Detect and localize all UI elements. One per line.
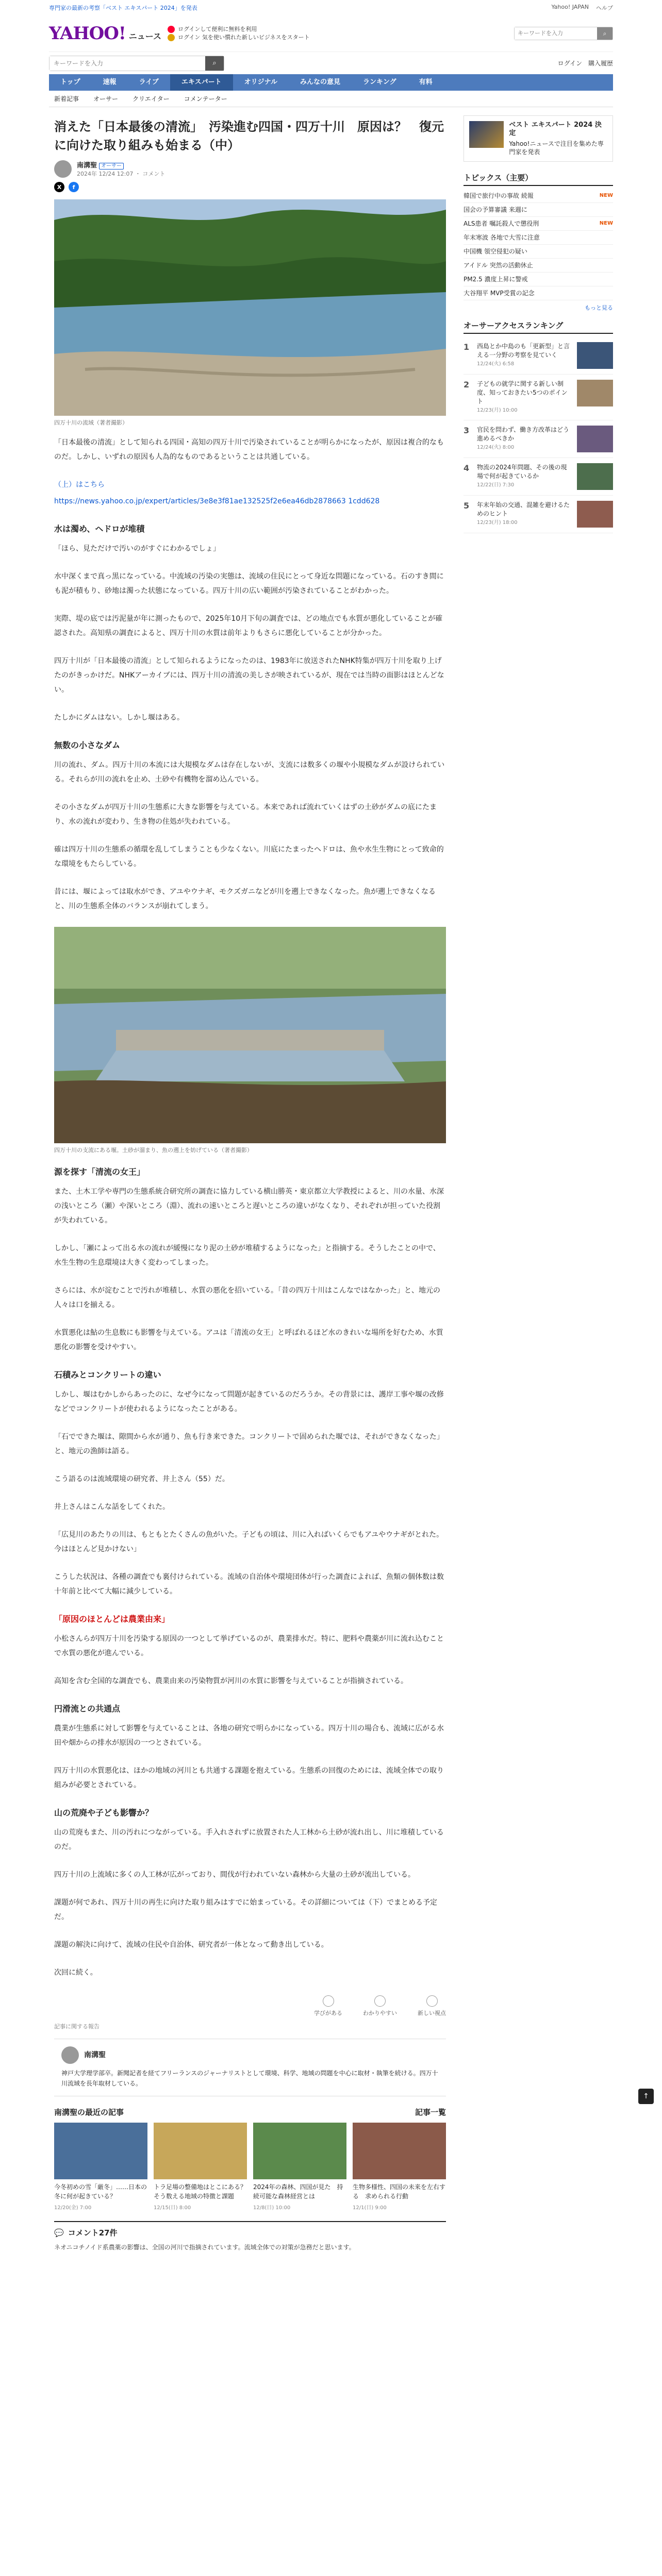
best-expert-banner[interactable]: ベスト エキスパート 2024 決定 Yahoo!ニュースで注目を集めた専門家を発表 [464, 115, 613, 162]
paragraph: また、土木工学や専門の生態系統合研究所の調査に協力している横山勝英・東京都立大学教授によると、川の水量、水深の浅いところ（瀬）や深いところ（淵）、流れの速いところと遅いところの違いがなくなり、それぞれが担っていた役割が失われている。 [54, 1188, 444, 1225]
login-button[interactable]: ログイン [557, 60, 582, 67]
topic-item[interactable]: 大谷翔平 MVP受賞の記念 [464, 286, 613, 300]
related-cards [54, 2123, 446, 2211]
paragraph: 川の流れ、ダム。四万十川の本流には大規模なダムは存在しないが、支流には数多くの堰や小規模なダムが設けられている。それらが川の流れを止め、土砂や有機物を溜め込んでいる。 [54, 761, 445, 784]
section-heading: 水は濁め、ヘドロが堆積 [54, 524, 145, 534]
star-icon [168, 34, 175, 41]
comments-section [54, 2221, 446, 2252]
ranking-item[interactable]: 4 物流の2024年問題、その後の現場で何が起きているか 12/22(日) 7:30 [464, 458, 613, 496]
nav-breaking[interactable]: 速報 [103, 78, 117, 86]
ranking-title: オーサーアクセスランキング [464, 320, 613, 334]
facebook-share-icon[interactable]: f [69, 182, 79, 192]
paragraph: 山の荒廃もまた、川の汚れにつながっている。手入れされずに放置された人工林から土砂が流れ出し、川に堆積しているのだ。 [54, 1828, 444, 1851]
topic-item[interactable]: 韓国で旅行中の事故 続報 NEW [464, 189, 613, 203]
main-nav [49, 74, 613, 91]
author-avatar[interactable] [61, 2046, 79, 2064]
author-bio: 神戸大学理学部卒。新聞記者を経てフリーランスのジャーナリストとして環境、科学、地域の問題を中心に取材・執筆を続ける。四万十川流域を長年取材している。 [61, 2070, 438, 2087]
topic-item[interactable]: 国会の予算審議 来週に [464, 203, 613, 217]
ranking-item[interactable]: 5 年末年始の交通、混雑を避けるためのヒント 12/23(月) 18:00 [464, 496, 613, 533]
paragraph: 四万十川の上流域に多くの人工林が広がっており、間伐が行われていない森林から大量の土砂が流出している。 [54, 1871, 415, 1879]
topics-list [464, 189, 613, 300]
paragraph: こうした状況は、各種の調査でも裏付けられている。流域の自治体や環境団体が行った調査によれば、魚類の個体数は数十年前と比べて大幅に減少している。 [54, 1573, 444, 1596]
article-title: 消えた「日本最後の清流」 汚染進む四国・四万十川 原因は？ 復元に向けた取り組みも始まる（中） [54, 120, 444, 152]
subnav-creator[interactable]: クリエイター [133, 95, 170, 103]
reaction-learn[interactable]: 学びがある [314, 1995, 342, 2017]
previous-article-url[interactable]: https://news.yahoo.co.jp/expert/articles/3e8e3f81ae132525f2e6ea46db2878663 1cdd628 [54, 497, 380, 505]
paragraph: 高知を含む全国的な調査でも、農業由来の汚染物質が河川の水質に影響を与えていることが指摘されている。 [54, 1677, 408, 1685]
paragraph: 「広見川のあたりの川は、もともとたくさんの魚がいた。子どもの頃は、川に入ればいくらでもアユやウナギがとれた。今はほとんど見かけない」 [54, 1531, 444, 1553]
topics-more-link[interactable]: もっと見る [585, 304, 613, 311]
nav-expert[interactable]: エキスパート [170, 74, 233, 91]
paragraph: 農業が生態系に対して影響を与えていることは、各地の研究で明らかになっている。四万十川の場合も、流域に広がる水田や畑からの排水が原因の一つとされている。 [54, 1724, 444, 1747]
paragraph: さらには、水が淀むことで汚れが堆積し、水質の悪化を招いている。「昔の四万十川はこんなではなかった」と、地元の人々は口を揃える。 [54, 1286, 440, 1309]
comment-icon: 💬 [54, 2228, 64, 2238]
byline [49, 160, 451, 178]
nav-ranking[interactable]: ランキング [363, 78, 396, 86]
report-article-link[interactable]: 記事に関する報告 [54, 2023, 100, 2030]
section-heading: 円滑流との共通点 [54, 1704, 121, 1714]
paragraph: しかし、「瀬によって出る水の流れが緩慢になり泥の土砂が堆積するようになった」と指摘する。そうしたことの中で、水生生物の生息環境は大きく変わってしまった。 [54, 1244, 440, 1267]
article-meta: 2024年 12/24 12:07 ・ コメント [77, 171, 166, 177]
lightbulb-icon [323, 1995, 334, 2007]
paragraph: 「石でできた堰は、隙間から水が通り、魚も行き来できた。コンクリートで固められた堰では、それができなくなった」と、地元の漁師は語る。 [54, 1433, 444, 1455]
sub-nav [49, 91, 613, 107]
nav-original[interactable]: オリジナル [244, 78, 277, 86]
login-promo: ログインして便利に無料を利用 ログイン 気を使い慣れた新しいビジネスをスタート [168, 25, 310, 42]
ranking-item[interactable]: 1 西島とか中島のも「更新型」と言える一分野の考察を見ていく 12/24(火) 6:58 [464, 337, 613, 375]
topics-title: トピックス（主要） [464, 172, 613, 186]
share-bar [49, 178, 451, 199]
comment-item: ネオニコチノイド系農薬の影響は、全国の河川で指摘されています。流域全体での対策が急務だと思います。 [54, 2244, 355, 2251]
topic-item[interactable]: 年末寒波 各地で大雪に注意 [464, 231, 613, 245]
paragraph: 昔には、堰によっては取水ができ、アユやウナギ、モクズガニなどが川を遡上できなくなった。魚が遡上できなくなると、川の生態系全体のバランスが崩れてしまう。 [54, 888, 436, 910]
comments-count: コメント27件 [68, 2228, 118, 2238]
paragraph: 実際、堤の底では汚泥量が年に測ったもので、2025年10月下旬の調査では、どの地点でも水質が悪化していることが確認された。高知県の調査によると、四万十川の水質は前年よりもさらに悪化していることが分かった。 [54, 615, 443, 637]
related-card[interactable]: 今冬初めの雪「厳冬」……日本の冬に何が起きている？ 12/20(金) 7:00 [54, 2123, 147, 2211]
ranking-item[interactable]: 3 官民を問わず、働き方改革はどう進めるべきか 12/24(火) 8:00 [464, 420, 613, 458]
related-card[interactable]: トラ足場の整備地はとこにある？そう数える地域の特徴と課題 12/15(日) 8:00 [154, 2123, 247, 2211]
photo-caption: 四万十川の流域（著者撮影） [54, 419, 128, 426]
related-card[interactable]: 生物多様性、四国の未来を左右する 求められる行動 12/1(日) 9:00 [353, 2123, 446, 2211]
topic-item[interactable]: 中国機 領空侵犯の疑い [464, 245, 613, 259]
paragraph: こう語るのは流域環境の研究者、井上さん（55）だ。 [54, 1475, 229, 1483]
subnav-new[interactable]: 新着記事 [54, 95, 79, 103]
paragraph: 課題が何であれ、四万十川の再生に向けた取り組みはすでに始まっている。その詳細については（下）でまとめる予定だ。 [54, 1899, 437, 1921]
search-input[interactable] [49, 56, 205, 71]
nav-top[interactable]: トップ [60, 78, 80, 86]
banner-image [469, 121, 504, 148]
paragraph: その小さなダムが四万十川の生態系に大きな影響を与えている。本来であれば流れていくはずの土砂がダムの底にたまり、水の流れが変わり、生き物の住処が失われている。 [54, 803, 437, 826]
section-heading: 無数の小さなダム [54, 740, 121, 750]
sidebar [464, 115, 613, 2263]
paragraph: 次回に続く。 [54, 1969, 97, 1977]
logo-area [49, 23, 310, 44]
scroll-to-top-button[interactable]: ↑ [638, 2089, 654, 2104]
photo2-caption: 四万十川の支流にある堰。土砂が溜まり、魚の遡上を妨げている（著者撮影） [54, 1147, 253, 1154]
topic-item[interactable]: PM2.5 濃度上昇に警戒 [464, 273, 613, 286]
subnav-commentator[interactable]: コメンテーター [184, 95, 227, 103]
nav-live[interactable]: ライブ [139, 78, 159, 86]
paragraph: 小松さんらが四万十川を汚染する原因の一つとして挙げているのが、農業排水だ。特に、肥料や農薬が川に流れ込むことで水質の悪化が進んでいる。 [54, 1635, 444, 1657]
topic-item[interactable]: アイドル 突然の活動休止 [464, 259, 613, 273]
section-heading: 源を探す「清流の女王」 [54, 1167, 145, 1177]
related-more-link[interactable]: 記事一覧 [415, 2108, 446, 2117]
top-promo-bar [0, 0, 662, 15]
related-header: 南溝聖の最近の記事 記事一覧 [54, 2108, 446, 2117]
nav-opinion[interactable]: みんなの意見 [300, 78, 340, 86]
paragraph: 四万十川が「日本最後の清流」として知られるようになったのは、1983年に放送されたNHK特集が四万十川を取り上げたのがきっかけだ。NHKアーカイブには、四万十川の清流の美しさが映されているが、現在では当時の面影はほとんどない。 [54, 657, 444, 694]
article-main [49, 115, 451, 2263]
reaction-bar [54, 1995, 446, 2017]
ranking-list [464, 337, 613, 533]
paragraph: 水質悪化は鮎の生息数にも影響を与えている。アユは「清流の女王」と呼ばれるほど水のきれいな場所を好むため、水質悪化の影響を受けやすい。 [54, 1329, 443, 1351]
eye-icon [426, 1995, 438, 2007]
header-search [514, 27, 613, 40]
info-icon [168, 26, 175, 33]
nav-paid[interactable]: 有料 [419, 78, 433, 86]
topic-item[interactable]: ALS患者 嘱託殺人で懲役刑 NEW [464, 217, 613, 231]
article-photo-2 [54, 927, 446, 1143]
ranking-item[interactable]: 2 子どもの就学に関する新しい制度、知っておきたい5つのポイント 12/23(月) 10:00 [464, 375, 613, 420]
previous-part-link[interactable]: （上）はこちら [54, 481, 105, 489]
paragraph: 井上さんはこんな話をしてくれた。 [54, 1503, 170, 1511]
paragraph: 水中深くまで真っ黒になっている。中流域の汚染の実態は、流域の住民にとって身近な問題になっている。石のすき間にも泥が積もり、砂地は濁った状態になっている。四万十川の広い範囲が汚染されていることがわかった。 [54, 572, 444, 595]
related-card[interactable]: 2024年の森林、四国が見た 持続可能な森林経営とは 12/8(日) 10:00 [253, 2123, 346, 2211]
official-badge: オーサー [99, 163, 124, 170]
author-name[interactable]: 南溝聖 [77, 162, 97, 170]
section-heading: 石積みとコンクリートの違い [54, 1370, 161, 1380]
x-share-icon[interactable]: X [54, 182, 64, 192]
reaction-clear[interactable]: わかりやすい [363, 1995, 397, 2017]
paragraph: 「日本最後の清流」として知られる四国・高知の四万十川で汚染されていることが明らかになったが、原因は複合的なものだ。しかし、いずれの原因も人為的なものであるということは共通している。 [54, 438, 444, 461]
site-header [49, 15, 613, 52]
promo-link[interactable]: 専門家の最新の考察「ベスト エキスパート 2024」を発表 [49, 5, 197, 11]
paragraph: 「ほら、見ただけで汚いのがすぐにわかるでしょ」 [54, 545, 220, 553]
check-icon [374, 1995, 386, 2007]
purchase-history-link[interactable]: 購入履歴 [588, 60, 613, 67]
paragraph: しかし、堰はむかしからあったのに、なぜ今になって問題が起きているのだろうか。その背景には、護岸工事や堰の改修などでコンクリートが使われるようになったことがある。 [54, 1391, 444, 1413]
article-body [49, 435, 451, 1980]
section-heading: 「原因のほとんどは農業由来」 [54, 1614, 170, 1624]
article-photo [54, 199, 446, 416]
header-search-input[interactable] [515, 27, 597, 40]
search-icon[interactable]: ⌕ [205, 56, 224, 71]
search-bar [49, 52, 613, 74]
paragraph: たしかにダムはない。しかし堰はある。 [54, 714, 184, 722]
reaction-new-view[interactable]: 新しい視点 [418, 1995, 446, 2017]
paragraph: 確は四万十川の生態系の循環を乱してしまうことも少なくない。川底にたまったヘドロは、魚や水生生物にとって致命的な環境をもたらしている。 [54, 845, 444, 868]
header-search-button[interactable]: ⌕ [597, 27, 613, 40]
author-avatar[interactable] [54, 160, 72, 178]
yahoo-japan-link[interactable]: Yahoo! JAPAN [551, 4, 589, 10]
help-link[interactable]: ヘルプ [596, 5, 613, 11]
login-link[interactable]: ログイン 気を使い慣れた新しいビジネスをスタート [177, 34, 310, 41]
author-name[interactable]: 南溝聖 [84, 2051, 106, 2059]
section-heading: 山の荒廃や子ども影響か？ [54, 1808, 154, 1818]
author-profile [54, 2039, 446, 2096]
yahoo-news-logo[interactable]: YAHOO! ニュース [49, 23, 161, 44]
paragraph: 四万十川の水質悪化は、ほかの地域の河川とも共通する課題を抱えている。生態系の回復のためには、流域全体での取り組みが必要とされている。 [54, 1767, 444, 1789]
paragraph: 課題の解決に向けて、流域の住民や自治体、研究者が一体となって動き出している。 [54, 1941, 328, 1949]
subnav-author[interactable]: オーサー [93, 95, 119, 103]
